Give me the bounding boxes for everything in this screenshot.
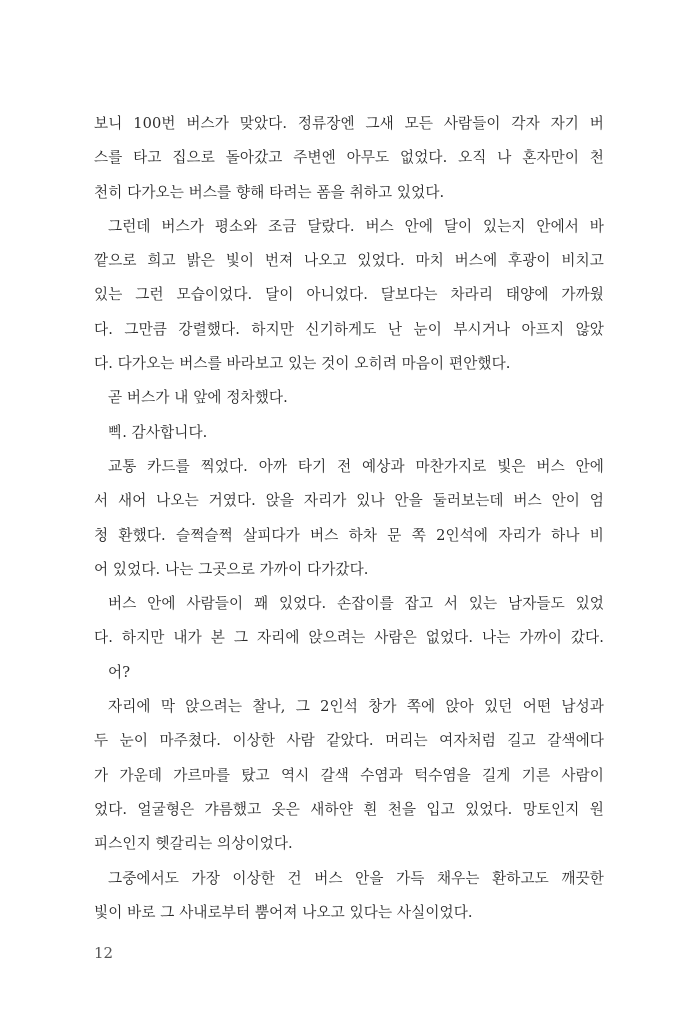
page-number: 12 <box>94 944 114 962</box>
text-line: 버스 안에 사람들이 꽤 있었다. 손잡이를 잡고 서 있는 남자들도 있었 <box>108 595 604 613</box>
text-line: 천히 다가오는 버스를 향해 타려는 폼을 취하고 있었다. <box>94 183 445 201</box>
text-line: 자리에 막 앉으려는 찰나, 그 2인석 창가 쪽에 앉아 있던 어떤 남성과 <box>108 698 604 716</box>
text-line: 다. 다가오는 버스를 바라보고 있는 것이 오히려 마음이 편안했다. <box>94 355 511 373</box>
text-line: 두 눈이 마주쳤다. 이상한 사람 같았다. 머리는 여자처럼 길고 갈색에다 <box>94 732 604 750</box>
text-line: 삑. 감사합니다. <box>108 423 208 441</box>
text-line: 서 새어 나오는 거였다. 앉을 자리가 있나 안을 둘러보는데 버스 안이 엄 <box>94 492 604 510</box>
text-line: 청 환했다. 슬쩍슬쩍 살피다가 버스 하차 문 쪽 2인석에 자리가 하나 비 <box>94 526 604 544</box>
text-line: 곧 버스가 내 앞에 정차했다. <box>108 389 288 407</box>
text-line: 그런데 버스가 평소와 조금 달랐다. 버스 안에 달이 있는지 안에서 바 <box>108 217 604 235</box>
text-line: 스를 타고 집으로 돌아갔고 주변엔 아무도 없었다. 오직 나 혼자만이 천 <box>94 149 604 167</box>
text-line: 피스인지 헷갈리는 의상이었다. <box>94 835 293 853</box>
text-line: 었다. 얼굴형은 갸름했고 옷은 새하얀 흰 천을 입고 있었다. 망토인지 원 <box>94 800 604 818</box>
text-line: 보니 100번 버스가 맞았다. 정류장엔 그새 모든 사람들이 각자 자기 버 <box>94 115 604 132</box>
text-line: 어? <box>108 663 131 681</box>
text-line: 교통 카드를 찍었다. 아까 타기 전 예상과 마찬가지로 빛은 버스 안에 <box>108 457 604 475</box>
text-line: 가 가운데 가르마를 탔고 역시 갈색 수염과 턱수염을 길게 기른 사람이 <box>94 766 604 784</box>
text-line: 그중에서도 가장 이상한 건 버스 안을 가득 채우는 환하고도 깨끗한 <box>108 869 604 887</box>
body-text <box>94 107 604 930</box>
text-line: 깥으로 희고 밝은 빛이 번져 나오고 있었다. 마치 버스에 후광이 비치고 <box>94 252 604 270</box>
text-line: 어 있었다. 나는 그곳으로 가까이 다가갔다. <box>94 560 369 578</box>
text-line: 있는 그런 모습이었다. 달이 아니었다. 달보다는 차라리 태양에 가까웠 <box>94 286 604 304</box>
text-line: 빛이 바로 그 사내로부터 뿜어져 나오고 있다는 사실이었다. <box>94 903 473 921</box>
text-line: 다. 그만큼 강렬했다. 하지만 신기하게도 난 눈이 부시거나 아프지 않았 <box>94 320 604 338</box>
text-line: 다. 하지만 내가 본 그 자리에 앉으려는 사람은 없었다. 나는 가까이 갔다. <box>94 629 604 647</box>
